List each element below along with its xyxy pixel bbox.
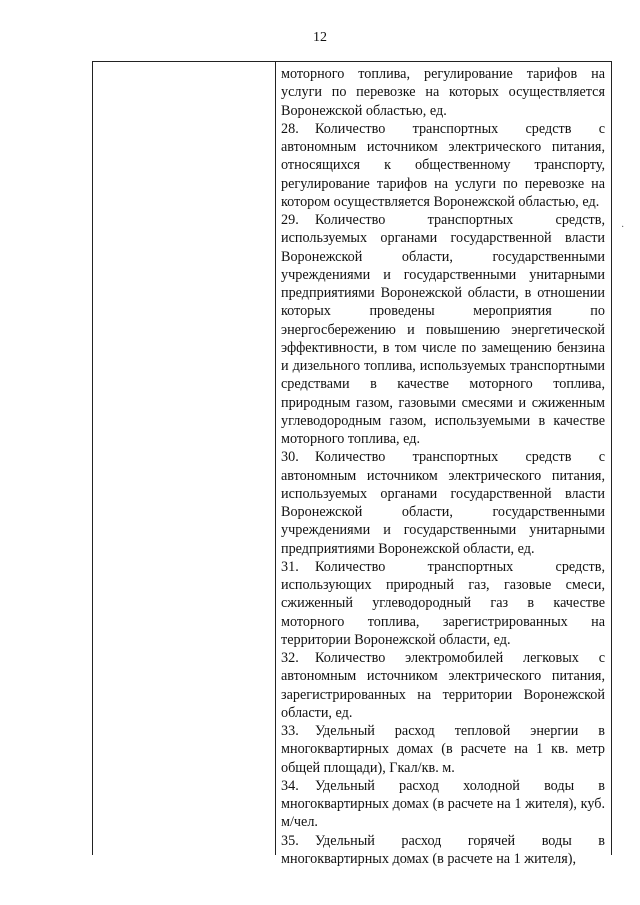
item-number: 28.: [281, 120, 299, 137]
item-text: Удельный расход горячей воды в многоквартирных домах (в расчете на 1 жителя),: [281, 832, 605, 867]
list-item: [281, 211, 605, 448]
list-item: [281, 448, 605, 558]
item-number: 34.: [281, 777, 299, 794]
item-text: Количество транспортных средств с автономным источником электрического питания, используемых органами государственной власти Воронежской области, государственными учреждениями и государственными унитарными предприятиями Воронежской области, ед.: [281, 449, 605, 557]
list-item: [281, 777, 605, 832]
item-number: 32.: [281, 650, 299, 666]
indicator-list: [281, 65, 605, 868]
list-item: [281, 558, 605, 649]
item-text: Количество транспортных средств с автономным источником электрического питания, относящихся к общественному транспорту, регулирование тарифов на услуги по перевозке на котором осуществляется Воронежской областью, ед.: [281, 120, 605, 210]
list-item-continuation: [281, 65, 605, 120]
item-text: моторного топлива, регулирование тарифов на услуги по перевозке на которых осуществляется Воронежской областью, ед.: [281, 66, 605, 119]
item-number: 35.: [281, 832, 299, 849]
item-number: 33.: [281, 723, 299, 739]
item-text: Количество электромобилей легковых с автономным источником электрического питания, зарегистрированных на территории Воронежской области, ед.: [281, 650, 605, 721]
list-item: [281, 649, 605, 722]
indicator-table: [92, 61, 612, 867]
item-text: Количество транспортных средств, использующих природный газ, газовые смеси, сжиженный углеводородный газ в качестве моторного топлива, зарегистрированных на территории Воронежской области, ед.: [281, 558, 605, 648]
item-number: 31.: [281, 558, 299, 575]
item-text: Удельный расход тепловой энергии в многоквартирных домах (в расчете на 1 кв. метр общей площади), Гкал/кв. м.: [281, 723, 605, 776]
item-text: Количество транспортных средств, используемых органами государственной власти Воронежской области, государственными учреждениями и государственными унитарными предприятиями Воронежской области, в отношении которых проведены мероприятия по энергосбережению и повышению энергетической эффективности, в том числе по замещению бензина и дизельного топлива, используемых транспортными средствами в качестве моторного топлива, природным газом, газовыми смесями и сжиженным углеводородным газом, используемыми в качестве моторного топлива, ед.: [281, 212, 605, 447]
item-number: 30.: [281, 449, 299, 466]
margin-mark: ·: [621, 222, 625, 233]
column-divider: [275, 62, 276, 855]
list-item: [281, 832, 605, 869]
item-number: 29.: [281, 212, 299, 228]
list-item: [281, 722, 605, 777]
page-number: 12: [313, 30, 327, 45]
list-item: [281, 120, 605, 211]
item-text: Удельный расход холодной воды в многоквартирных домах (в расчете на 1 жителя), куб. м/чел.: [281, 777, 605, 831]
